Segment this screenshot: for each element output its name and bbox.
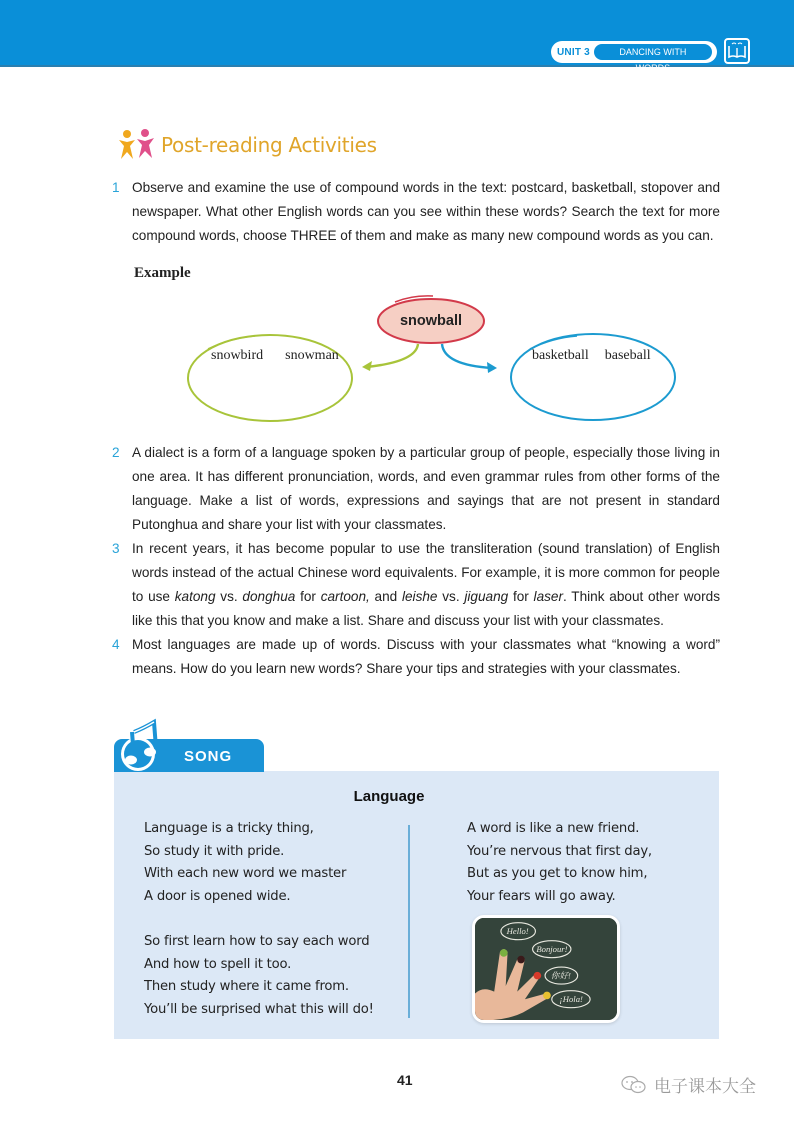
stanza-left-1 bbox=[144, 818, 346, 909]
lyric-line: Your fears will go away. bbox=[467, 889, 616, 905]
activity-item-4 bbox=[112, 633, 720, 681]
italic-term: leishe bbox=[401, 589, 438, 604]
activity-text: A dialect is a form of a language spoken by a particular group of people, especially those living in one area. It has different pronunciation, words, and even grammar rules from other forms of the language. Make a list of words, expressions and sayings that are not present in standard Putonghua and share your list with your classmates. bbox=[132, 445, 720, 532]
lyric-line: You’re nervous that first day, bbox=[467, 843, 652, 859]
right-word: baseball bbox=[604, 348, 651, 363]
text-run: vs. bbox=[215, 589, 243, 604]
center-word: snowball bbox=[399, 313, 463, 329]
lyric-line: But as you get to know him, bbox=[467, 866, 648, 882]
example-label: Example bbox=[134, 265, 191, 281]
watermark-text: 电子课本大全 bbox=[654, 1077, 756, 1097]
italic-term: donghua bbox=[242, 589, 296, 604]
activity-item-3 bbox=[112, 537, 720, 633]
chat-bubble-icon bbox=[620, 1074, 648, 1096]
right-arrowhead bbox=[487, 362, 497, 373]
stanza-left-2 bbox=[144, 931, 374, 1022]
italic-term: cartoon, bbox=[320, 589, 370, 604]
activity-number: 4 bbox=[112, 637, 120, 652]
italic-term: laser bbox=[533, 589, 564, 604]
left-words bbox=[211, 348, 339, 364]
song-label: SONG bbox=[184, 748, 233, 765]
lyric-line: You’ll be surprised what this will do! bbox=[144, 1002, 374, 1018]
right-words bbox=[532, 348, 651, 364]
left-arrow bbox=[366, 344, 418, 367]
chalkboard-hand-photo bbox=[472, 915, 620, 1023]
lyric-line: And how to spell it too. bbox=[144, 956, 292, 972]
lyric-line: A door is opened wide. bbox=[144, 889, 291, 905]
lyric-line: Then study where it came from. bbox=[144, 979, 349, 995]
activity-text: Most languages are made up of words. Discuss with your classmates what “knowing a word” means. How do you learn new words? Share your tips and strategies with your classmates. bbox=[132, 637, 720, 676]
left-word: snowbird bbox=[211, 348, 264, 363]
song-title: Language bbox=[353, 788, 425, 805]
unit-title: DANCING WITH WORDS bbox=[594, 44, 712, 60]
text-run: vs. bbox=[437, 589, 465, 604]
right-arrow bbox=[442, 344, 492, 368]
activity-number: 1 bbox=[112, 180, 120, 195]
lyric-line: Language is a tricky thing, bbox=[144, 821, 314, 836]
right-word: basketball bbox=[532, 348, 589, 363]
lyric-line: So first learn how to say each word bbox=[144, 934, 370, 949]
bubble-hola: ¡Hola! bbox=[559, 994, 583, 1005]
lyric-line: So study it with pride. bbox=[144, 843, 285, 859]
left-arrowhead bbox=[362, 361, 372, 371]
text-run: In recent years, it has become popular to use the transliteration (sound translation) of English words instead of the actual Chinese word equivalents. For example, it is more common for people to use bbox=[132, 541, 720, 604]
bubble-bonjour: Bonjour! bbox=[536, 944, 568, 954]
activity-item-2 bbox=[112, 441, 720, 537]
left-word: snowman bbox=[285, 348, 339, 363]
music-note-icon bbox=[114, 718, 170, 774]
text-run: . Think about other words like this that you know and make a list. Share and discuss your list with your classmates. bbox=[132, 589, 720, 628]
activity-number: 3 bbox=[112, 541, 120, 556]
bubble-hello: Hello! bbox=[506, 926, 529, 937]
watermark-logo bbox=[620, 1072, 756, 1097]
lyric-line: A word is like a new friend. bbox=[467, 821, 640, 836]
stanza-divider bbox=[408, 825, 410, 1018]
italic-term: katong bbox=[174, 589, 216, 604]
bubble-nihao: 你好! bbox=[550, 970, 571, 981]
activity-text bbox=[132, 537, 720, 633]
activity-number: 2 bbox=[112, 445, 120, 460]
section-title: Post-reading Activities bbox=[161, 133, 377, 157]
text-run: for bbox=[508, 589, 534, 604]
activity-text: Observe and examine the use of compound words in the text: postcard, basketball, stopover and newspaper. What other English words can you see within these words? Search the text for more compound words, choose THREE of them and make as many new compound words as you can. bbox=[132, 180, 720, 243]
text-run: and bbox=[369, 589, 402, 604]
page-number: 41 bbox=[397, 1072, 413, 1088]
text-run: for bbox=[295, 589, 321, 604]
unit-label: UNIT 3 bbox=[557, 46, 590, 58]
lyric-line: With each new word we master bbox=[144, 866, 347, 882]
stanza-right-1 bbox=[467, 818, 652, 909]
italic-term: jiguang bbox=[464, 589, 509, 604]
